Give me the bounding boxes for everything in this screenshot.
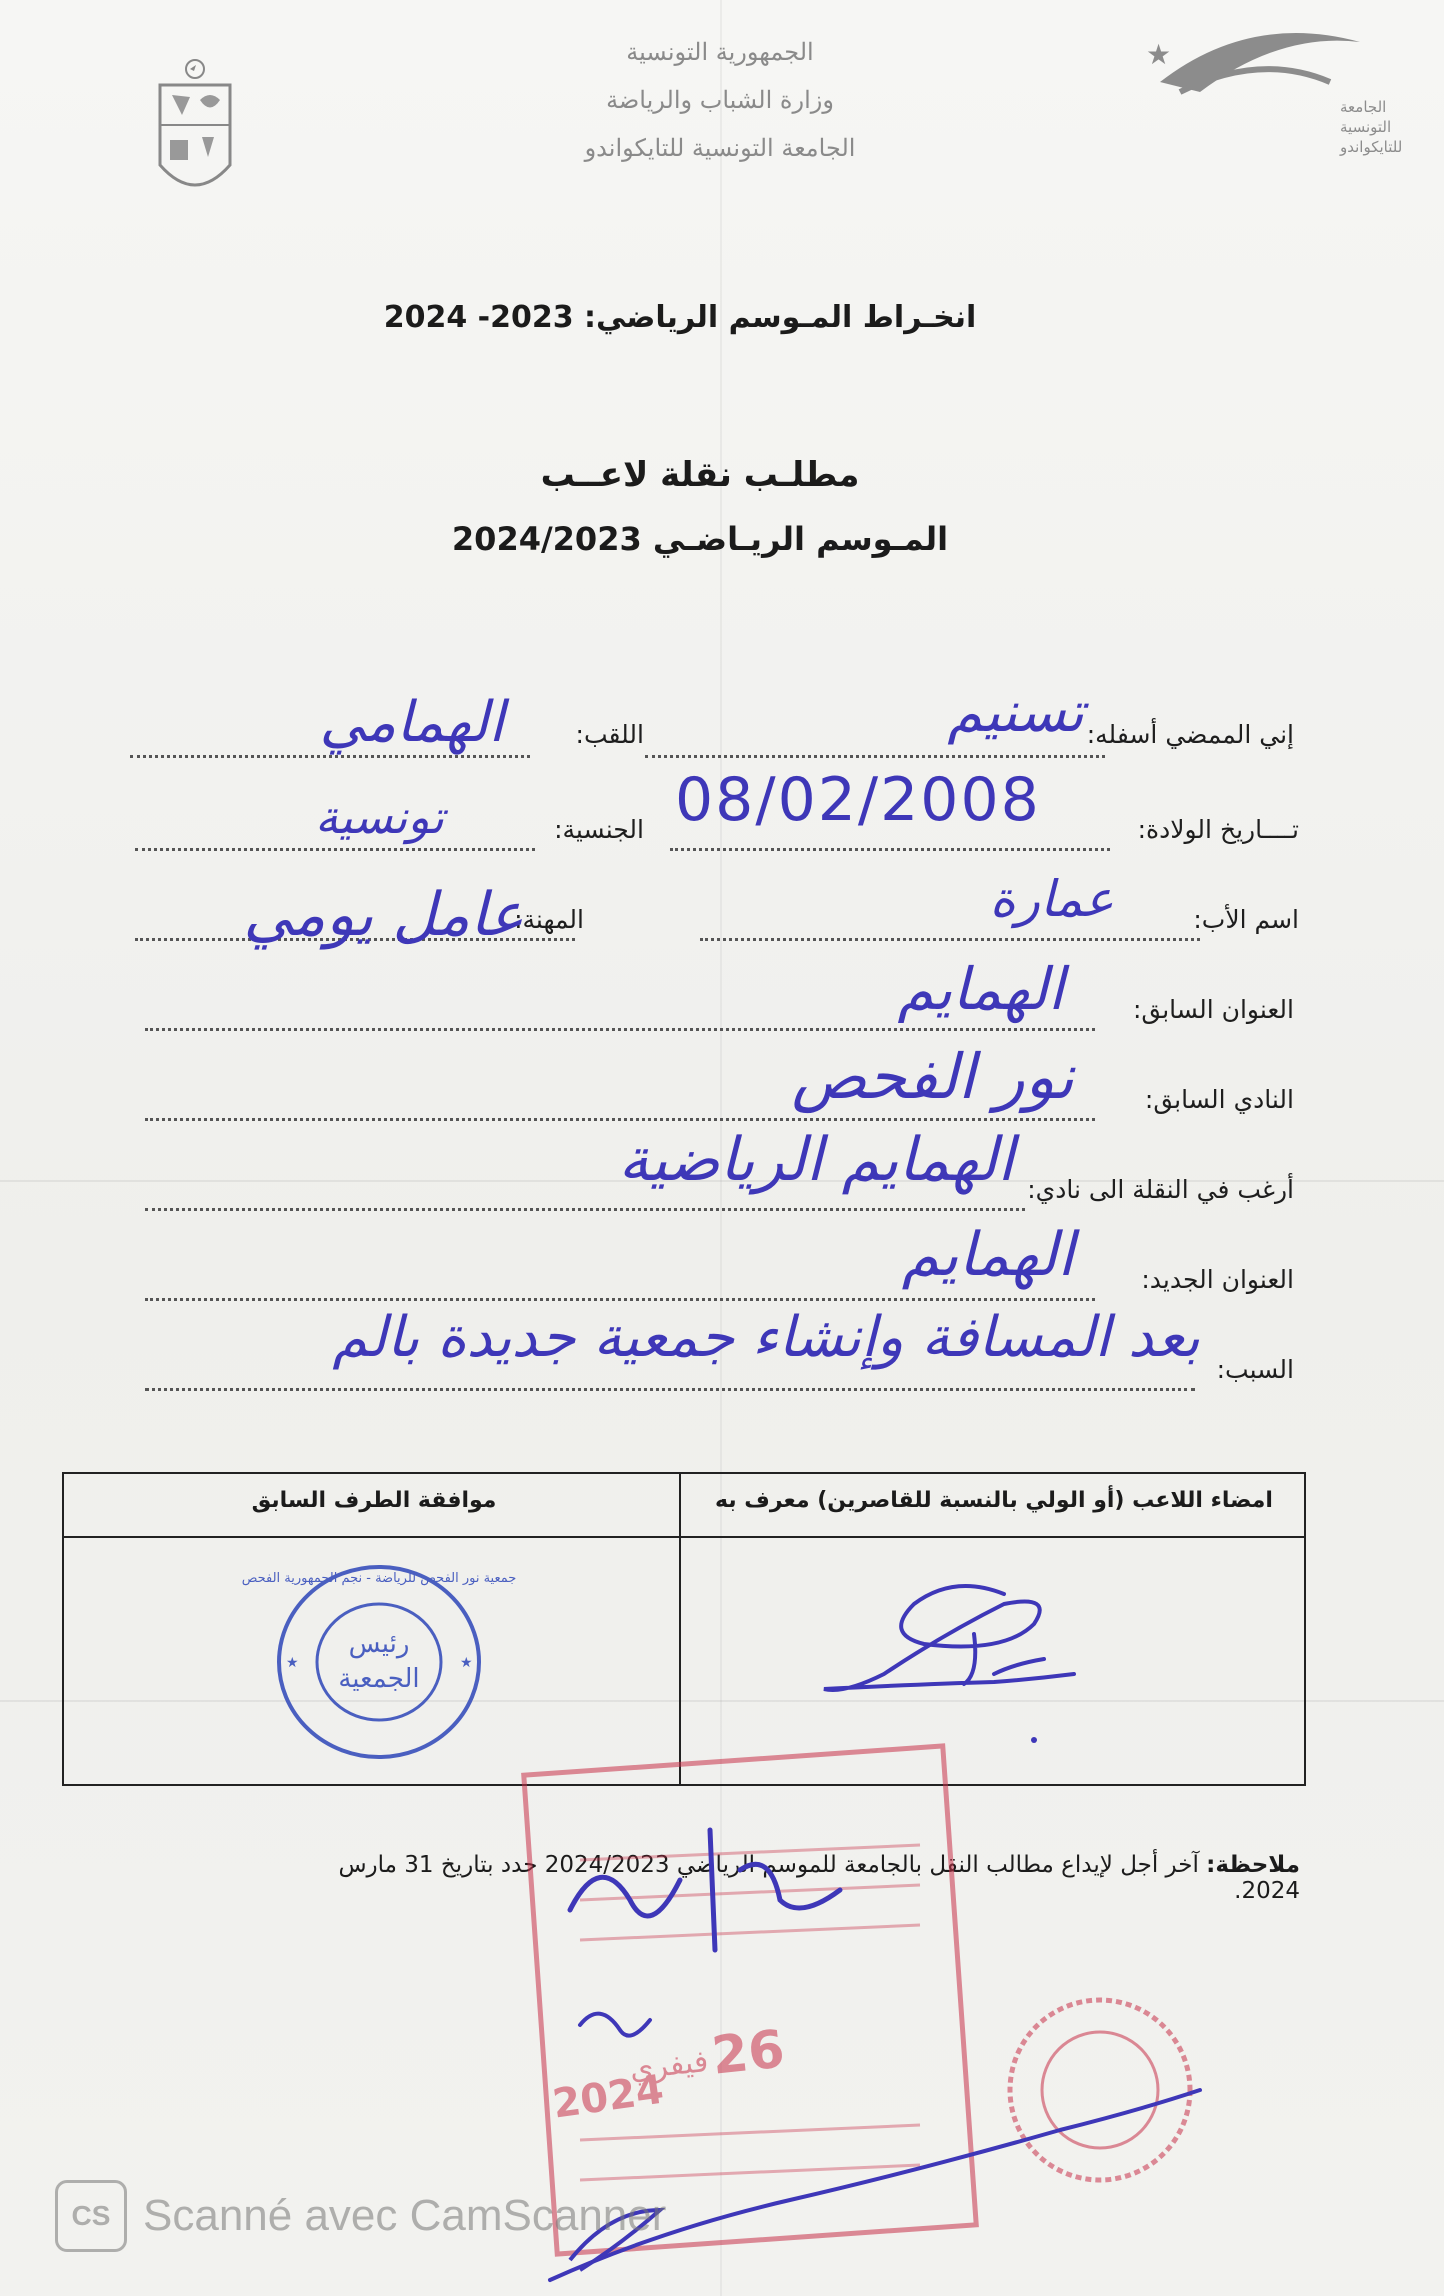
request-title: مطلـب نقلة لاعــب — [540, 455, 860, 495]
new-club-value: الهمايم الرياضية — [618, 1125, 1014, 1195]
federation-logo — [1140, 22, 1403, 172]
header-block — [440, 28, 1000, 172]
stamp-date-year: 2024 — [549, 2066, 667, 2128]
dotted-line — [145, 1115, 1095, 1121]
association-stamp — [241, 1552, 517, 1772]
prev-address-label: العنوان السابق: — [1132, 995, 1294, 1024]
svg-text:★: ★ — [1146, 38, 1172, 71]
logo-text: التونسية — [1340, 118, 1392, 136]
nationality-value: تونسية — [315, 790, 444, 844]
stamp-date-day: 26 — [709, 2019, 788, 2087]
logo-text: الجامعة — [1340, 98, 1387, 116]
ministry-name: وزارة الشباب والرياضة — [606, 86, 834, 114]
new-address-label: العنوان الجديد: — [1141, 1265, 1294, 1294]
nationality-label: الجنسية: — [554, 815, 644, 844]
stamp-title: رئيس — [348, 1629, 410, 1659]
player-signature — [804, 1564, 1124, 1764]
camscanner-icon: CS — [55, 2180, 127, 2252]
dotted-line — [135, 845, 535, 851]
dotted-line — [145, 1295, 1095, 1301]
dotted-line — [670, 845, 1110, 851]
svg-text:★: ★ — [460, 1655, 473, 1671]
dotted-line — [645, 752, 1105, 758]
surname-label: اللقب: — [575, 720, 644, 749]
father-label: اسم الأب: — [1193, 905, 1299, 934]
player-signature-header: امضاء اللاعب (أو الولي بالنسبة للقاصرين) معرف به — [715, 1488, 1273, 1513]
federation-name: الجامعة التونسية للتايكواندو — [584, 134, 856, 162]
table-divider — [64, 1536, 1304, 1538]
coat-of-arms-icon — [150, 55, 240, 215]
prev-club-label: النادي السابق: — [1144, 1085, 1294, 1114]
new-club-label: أرغب في النقلة الى نادي: — [1027, 1175, 1294, 1204]
surname-value: الهمامي — [319, 690, 504, 755]
republic-name: الجمهورية التونسية — [626, 38, 814, 66]
signature-table — [62, 1472, 1306, 1786]
undersigned-value: تسنيم — [947, 680, 1084, 745]
reason-label: السبب: — [1216, 1355, 1294, 1384]
dotted-line — [145, 1205, 1025, 1211]
prev-club-value: نور الفحص — [791, 1040, 1074, 1113]
note-label: ملاحظة: — [1206, 1852, 1300, 1878]
dotted-line — [145, 1025, 1095, 1031]
birthdate-value: 08/02/2008 — [675, 765, 1041, 835]
affiliation-title: انخـراط المـوسم الرياضي: 2023- 2024 — [383, 300, 977, 335]
new-address-value: الهمايم — [901, 1220, 1074, 1290]
previous-party-header: موافقة الطرف السابق — [251, 1488, 497, 1513]
profession-label: المهنة: — [514, 905, 584, 934]
undersigned-label: إني الممضي أسفله: — [1086, 720, 1294, 749]
father-value: عمارة — [989, 870, 1114, 928]
svg-text:★: ★ — [286, 1655, 299, 1671]
camscanner-watermark — [55, 2180, 666, 2252]
birthdate-label: تــــاريخ الولادة: — [1137, 815, 1299, 844]
note-text: آخر أجل لإيداع مطالب النقل بالجامعة للموسم الرياضي 2024/2023 حدد بتاريخ 31 مارس 2024. — [338, 1852, 1300, 1904]
profession-value: عامل يومي — [243, 880, 524, 950]
prev-address-value: الهمايم — [897, 955, 1064, 1023]
reason-value: بعد المسافة وإنشاء جمعية جديدة بالم — [332, 1305, 1200, 1370]
stamp-date-month: فيفري — [628, 2044, 710, 2088]
table-divider — [679, 1474, 681, 1784]
logo-text: للتايكواندو — [1340, 138, 1403, 156]
stamp-ring-text: جمعية نور الفحص للرياضة - نجم الجمهورية الفحص — [241, 1571, 517, 1586]
season-title: المـوسم الريـاضـي 2024/2023 — [451, 520, 949, 558]
dotted-line — [145, 1385, 1195, 1391]
dotted-line — [700, 935, 1200, 941]
stamp-title: الجمعية — [338, 1664, 420, 1694]
camscanner-text: Scanné avec CamScanner — [143, 2191, 667, 2240]
